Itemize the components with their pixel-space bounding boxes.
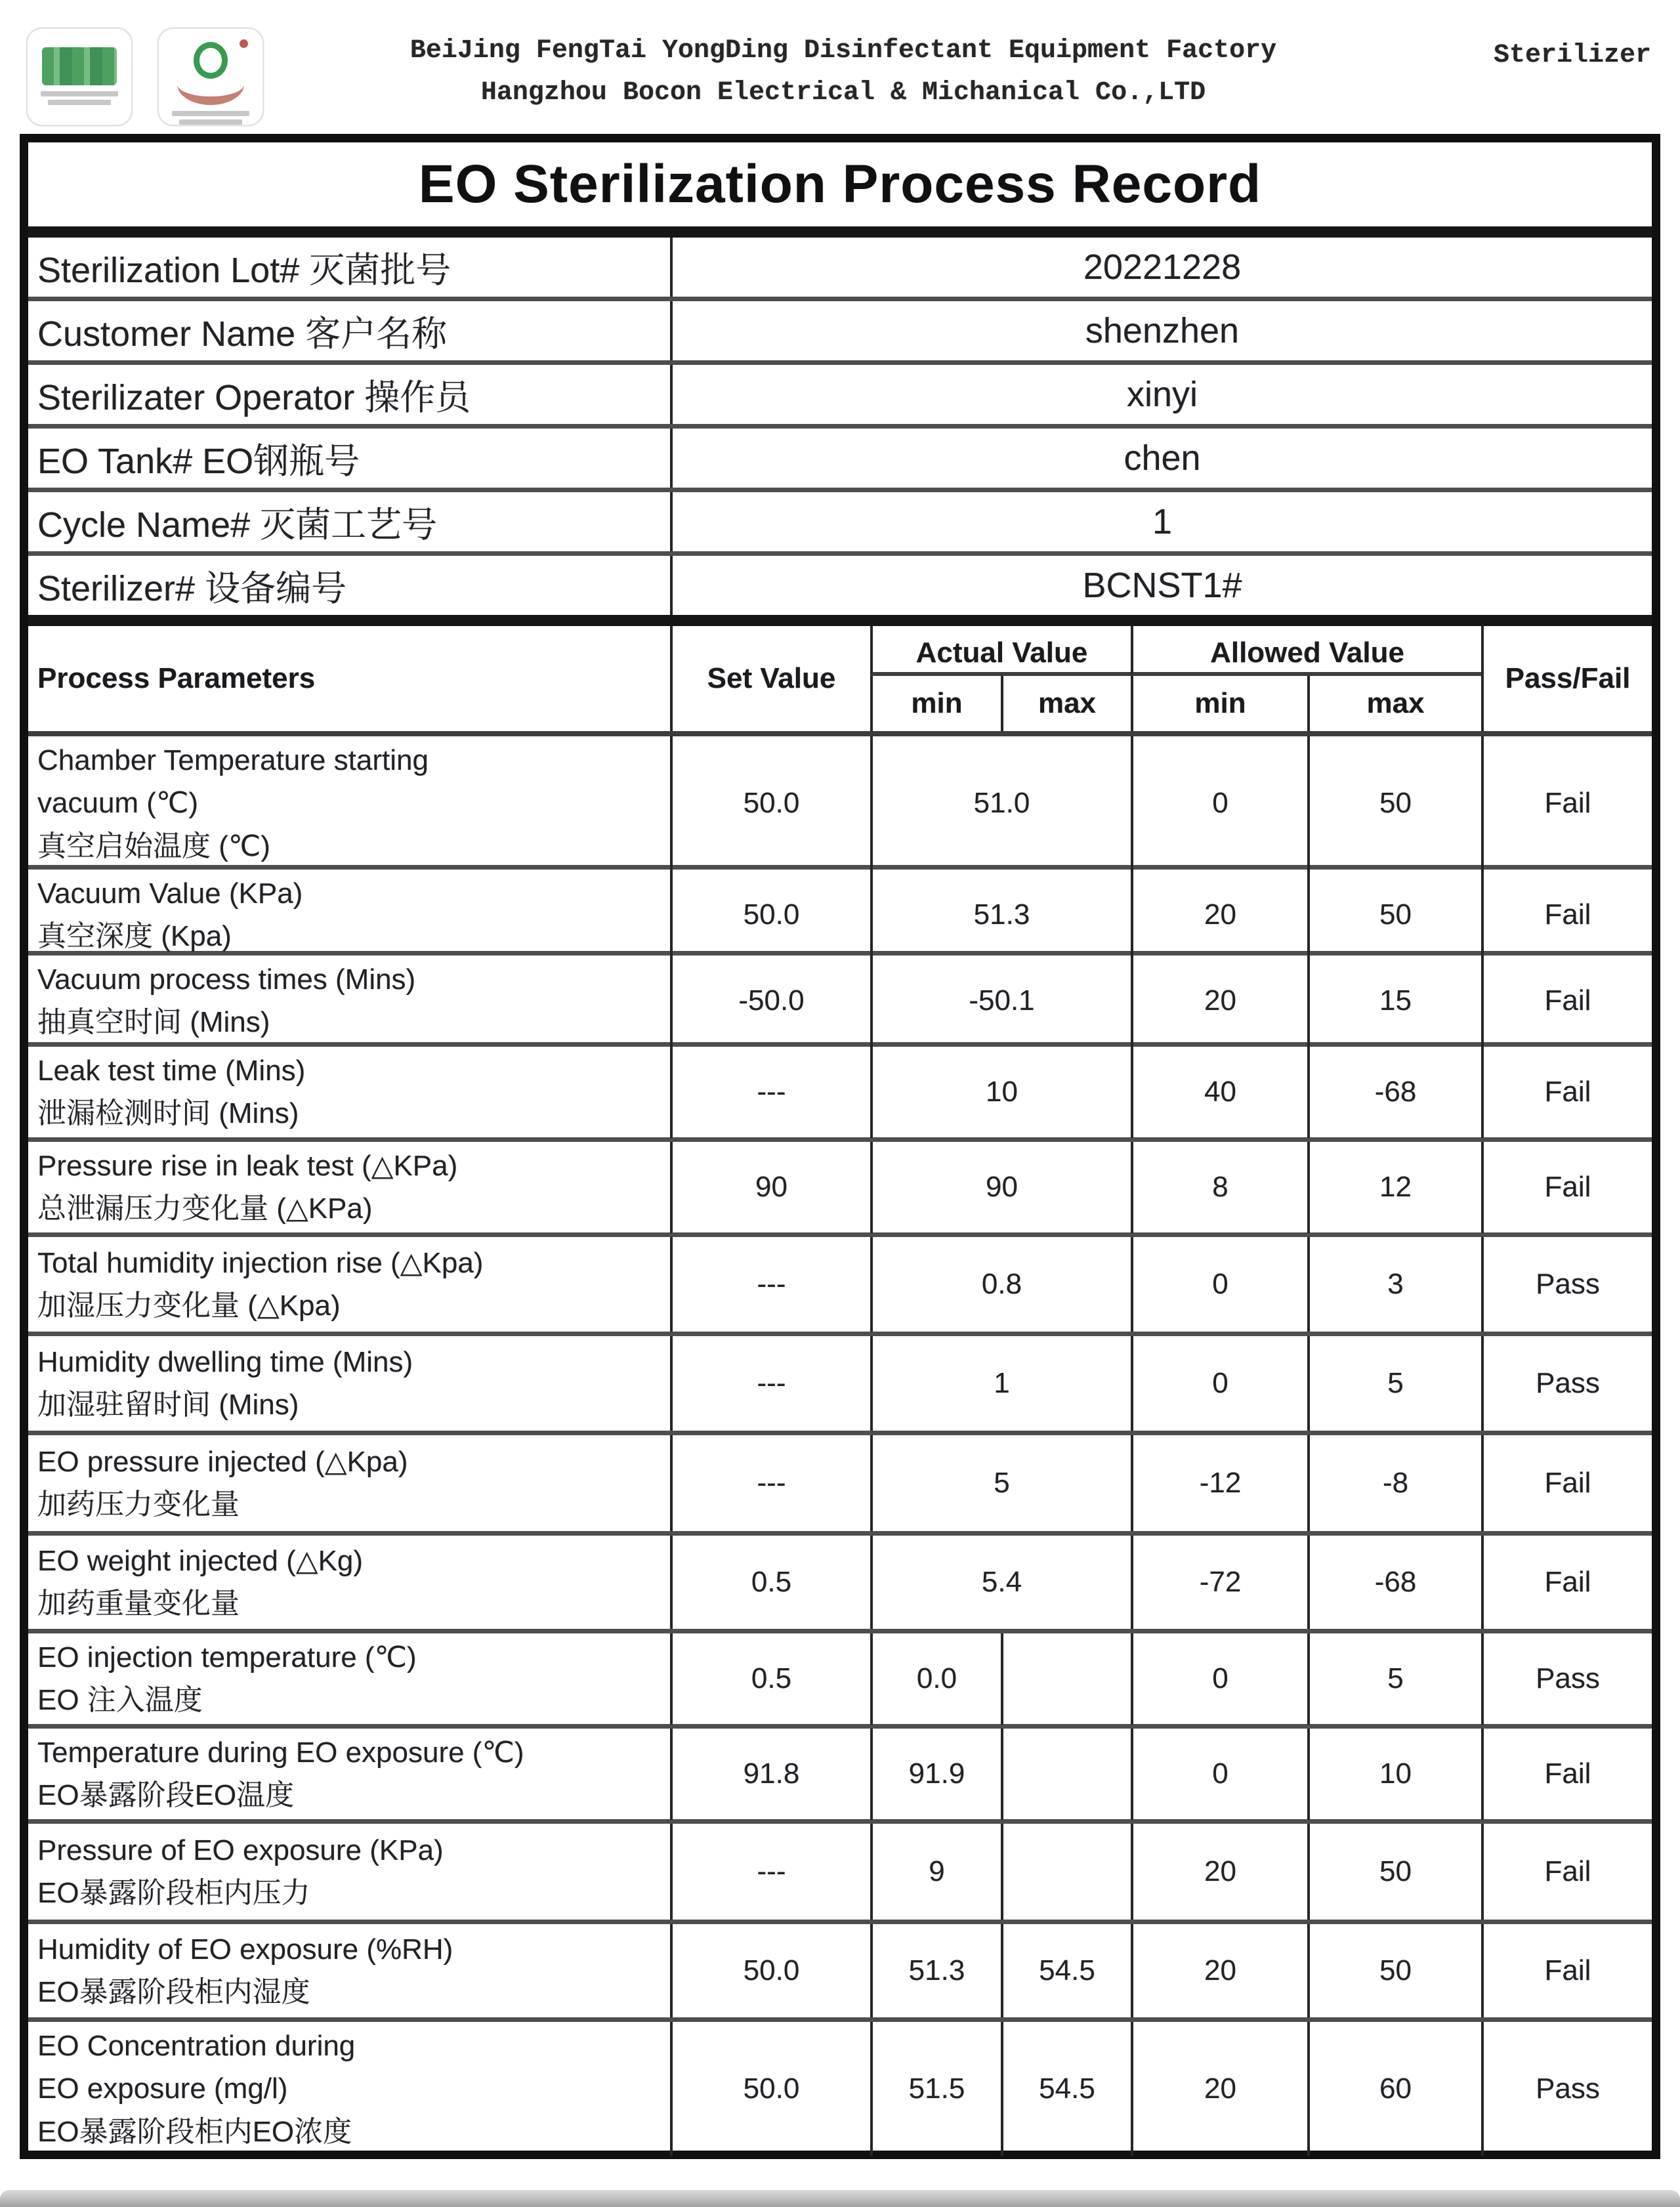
set-value-cell: -50.0 [670,956,870,1047]
header-logos [26,28,264,126]
info-row-eo-tank [28,429,1652,492]
col-header-allowed-max: max [1307,676,1481,731]
certification-logo [158,28,264,126]
set-value-cell: 90 [670,1142,870,1233]
result-cell: Pass [1481,1336,1652,1431]
set-value-cell: 91.8 [670,1729,870,1820]
info-value: 20221228 [670,238,1652,297]
actual-min-cell: 51.3 [870,1924,1001,2017]
actual-value-cell: 5 [870,1435,1131,1531]
param-label [28,1729,670,1820]
info-label: Sterilizer# 设备编号 [37,568,347,608]
param-row-pressure-rise-leak-test [28,1142,1652,1237]
param-label [28,1536,670,1629]
allowed-max-cell: -8 [1307,1435,1481,1531]
result-cell: Fail [1481,1824,1652,1920]
param-row-eo-injection-temperature [28,1633,1652,1729]
allowed-min-cell: 20 [1131,956,1307,1047]
result-cell: Fail [1481,1047,1652,1138]
param-row-vacuum-value [28,870,1652,956]
red-dot-icon [240,39,248,48]
info-label: Sterilizater Operator 操作员 [37,377,471,417]
allowed-max-cell: -68 [1307,1536,1481,1629]
red-laurel-arc-icon [177,71,244,106]
set-value-cell: --- [670,1047,870,1138]
result-cell: Fail [1481,1924,1652,2017]
allowed-max-cell: -68 [1307,1047,1481,1138]
param-label-line: 总泄漏压力变化量 (△KPa) [37,1192,373,1225]
result-cell: Fail [1481,956,1652,1047]
eo-process-record-table [20,134,1660,2159]
param-label [28,1435,670,1531]
allowed-min-cell: -72 [1131,1536,1307,1629]
allowed-max-cell: 15 [1307,956,1481,1047]
info-value: 1 [670,492,1652,551]
param-label-line: 抽真空时间 (Mins) [37,1006,270,1039]
set-value-cell: 0.5 [670,1633,870,1725]
param-label [28,1336,670,1431]
param-label-line: Vacuum Value (KPa) [37,877,303,910]
param-label [28,736,670,870]
actual-max-cell: 54.5 [1001,2022,1131,2156]
company-name-line2: Hangzhou Bocon Electrical & Michanical Co.,LTD [480,78,1206,108]
allowed-min-cell: 0 [1131,1729,1307,1820]
company-logo-green [26,28,133,126]
result-cell: Fail [1481,1729,1652,1820]
logo-caption-line [48,100,111,105]
param-label-line: EO暴露阶段柜内EO浓度 [37,2115,352,2148]
param-row-leak-test-time [28,1047,1652,1142]
param-label [28,2022,670,2156]
actual-max-cell: 54.5 [1001,1924,1131,2017]
param-label-line: Leak test time (Mins) [37,1055,306,1087]
allowed-min-cell: 0 [1131,1237,1307,1332]
param-label [28,1633,670,1725]
info-value: chen [670,429,1652,488]
param-row-humidity-of-eo-exposure [28,1924,1652,2022]
allowed-max-cell: 50 [1307,1924,1481,2017]
actual-min-cell: 9 [870,1824,1001,1920]
param-row-chamber-temperature [28,736,1652,870]
param-row-vacuum-process-times [28,956,1652,1047]
col-header-set-value: Set Value [670,626,870,731]
set-value-cell: 50.0 [670,870,870,961]
parameter-table-header [28,626,1652,736]
info-row-sterilization-lot [28,238,1652,301]
logo-caption-line [41,91,118,96]
param-label-line: Vacuum process times (Mins) [37,963,416,996]
allowed-min-cell: 0 [1131,736,1307,870]
result-cell: Fail [1481,1435,1652,1531]
param-label-line: 加药重量变化量 [37,1587,240,1620]
result-cell: Fail [1481,736,1652,870]
col-header-allowed-min: min [1131,676,1307,731]
param-label [28,870,670,961]
allowed-max-cell: 60 [1307,2022,1481,2156]
info-row-operator [28,365,1652,429]
set-value-cell: 50.0 [670,1924,870,2017]
actual-value-cell: 90 [870,1142,1131,1233]
set-value-cell: --- [670,1237,870,1332]
param-label-line: Pressure rise in leak test (△KPa) [37,1150,458,1182]
allowed-min-cell: 0 [1131,1336,1307,1431]
param-label-line: 加湿压力变化量 (△Kpa) [37,1290,341,1322]
param-label-line: Humidity of EO exposure (%RH) [37,1933,453,1965]
result-cell: Pass [1481,2022,1652,2156]
param-label-line: EO exposure (mg/l) [37,2072,288,2105]
page-title: EO Sterilization Process Record [28,142,1652,238]
actual-value-cell: 1 [870,1336,1131,1431]
actual-min-cell: 0.0 [870,1633,1001,1725]
param-label-line: 真空启始温度 (℃) [37,830,270,862]
info-label: Cycle Name# 灭菌工艺号 [37,505,438,545]
allowed-min-cell: 8 [1131,1142,1307,1233]
result-cell: Fail [1481,1142,1652,1233]
param-label-line: 真空深度 (Kpa) [37,920,232,953]
info-label: Customer Name 客户名称 [37,314,448,354]
info-row-cycle-name [28,492,1652,556]
allowed-max-cell: 50 [1307,870,1481,961]
company-names [341,30,1345,114]
allowed-max-cell: 50 [1307,1824,1481,1920]
param-label-line: EO injection temperature (℃) [37,1641,417,1673]
param-label-line: EO暴露阶段EO温度 [37,1779,295,1812]
param-label-line: EO weight injected (△Kg) [37,1544,364,1577]
param-label-line: EO暴露阶段柜内湿度 [37,1976,310,2008]
col-header-allowed-value: Allowed Value [1131,626,1481,676]
result-cell: Pass [1481,1633,1652,1725]
param-label-line: EO暴露阶段柜内压力 [37,1877,310,1909]
document-type-label: Sterilizer [1493,41,1651,70]
logo-caption-line [172,111,249,116]
allowed-max-cell: 12 [1307,1142,1481,1233]
set-value-cell: --- [670,1824,870,1920]
param-row-eo-concentration [28,2022,1652,2151]
col-header-actual-max: max [1001,676,1131,731]
allowed-min-cell: 20 [1131,2022,1307,2156]
param-row-eo-pressure-injected [28,1435,1652,1536]
green-brand-icon [42,47,117,85]
allowed-min-cell: 40 [1131,1047,1307,1138]
param-label-line: vacuum (℃) [37,787,199,820]
allowed-min-cell: 20 [1131,1924,1307,2017]
allowed-max-cell: 5 [1307,1336,1481,1431]
info-value: BCNST1# [670,556,1652,615]
param-label-line: Pressure of EO exposure (KPa) [37,1834,444,1866]
result-cell: Pass [1481,1237,1652,1332]
param-label [28,1924,670,2017]
set-value-cell: 50.0 [670,2022,870,2156]
allowed-min-cell: 20 [1131,870,1307,961]
allowed-max-cell: 3 [1307,1237,1481,1332]
result-cell: Fail [1481,1536,1652,1629]
param-row-eo-weight-injected [28,1536,1652,1633]
actual-max-cell [1001,1824,1131,1920]
col-header-actual-min: min [870,676,1001,731]
param-label-line: EO Concentration during [37,2030,356,2062]
param-label-line: 加药压力变化量 [37,1488,240,1521]
result-cell: Fail [1481,870,1652,961]
col-header-parameters: Process Parameters [37,662,316,694]
info-value: xinyi [670,365,1652,424]
actual-value-cell: 0.8 [870,1237,1131,1332]
info-label: Sterilization Lot# 灭菌批号 [37,250,452,290]
param-row-humidity-dwelling-time [28,1336,1652,1435]
allowed-max-cell: 50 [1307,736,1481,870]
actual-max-cell [1001,1633,1131,1725]
set-value-cell: 50.0 [670,736,870,870]
actual-value-cell: 5.4 [870,1536,1131,1629]
param-label-line: Humidity dwelling time (Mins) [37,1345,413,1378]
param-label [28,1824,670,1920]
set-value-cell: --- [670,1336,870,1431]
param-label-line: EO 注入温度 [37,1684,203,1717]
horizontal-scrollbar[interactable] [0,2190,1680,2207]
param-label-line: Chamber Temperature starting [37,744,429,776]
param-row-pressure-of-eo-exposure [28,1824,1652,1924]
param-label-line: Total humidity injection rise (△Kpa) [37,1246,484,1279]
actual-max-cell [1001,1729,1131,1820]
set-value-cell: 0.5 [670,1536,870,1629]
actual-value-cell: 51.3 [870,870,1131,961]
param-label-line: EO pressure injected (△Kpa) [37,1445,408,1478]
col-header-actual-value: Actual Value [870,626,1131,676]
actual-min-cell: 51.5 [870,2022,1001,2156]
param-label [28,1047,670,1138]
actual-value-cell: 51.0 [870,736,1131,870]
param-label-line: 加湿驻留时间 (Mins) [37,1389,299,1421]
info-row-customer-name [28,301,1652,365]
allowed-max-cell: 5 [1307,1633,1481,1725]
param-label-line: Temperature during EO exposure (℃) [37,1736,524,1769]
info-label: EO Tank# EO钢瓶号 [37,441,360,481]
allowed-max-cell: 10 [1307,1729,1481,1820]
param-label [28,956,670,1047]
param-label-line: 泄漏检测时间 (Mins) [37,1097,299,1130]
company-name-line1: BeiJing FengTai YongDing Disinfectant Equipment Factory [410,36,1277,66]
col-header-pass-fail: Pass/Fail [1481,626,1652,731]
allowed-min-cell: 0 [1131,1633,1307,1725]
param-label [28,1142,670,1233]
actual-min-cell: 91.9 [870,1729,1001,1820]
actual-value-cell: -50.1 [870,956,1131,1047]
allowed-min-cell: -12 [1131,1435,1307,1531]
set-value-cell: --- [670,1435,870,1531]
actual-value-cell: 10 [870,1047,1131,1138]
param-label [28,1237,670,1332]
info-row-sterilizer-number [28,556,1652,626]
allowed-min-cell: 20 [1131,1824,1307,1920]
info-value: shenzhen [670,301,1652,360]
logo-caption-line [179,119,242,125]
param-row-temperature-during-eo-exposure [28,1729,1652,1824]
param-row-total-humidity-injection-rise [28,1237,1652,1336]
